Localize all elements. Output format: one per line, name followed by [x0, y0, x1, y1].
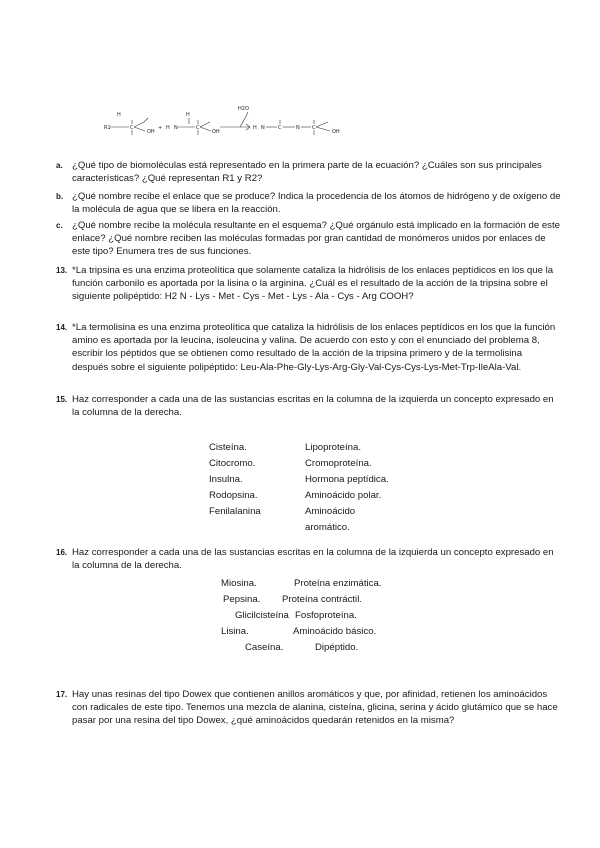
question-text: Hay unas resinas del tipo Dowex que contienen anillos aromáticos y que, por afinidad, retienen los aminoácidos con radicales de este tipo. Tenemos una mezcla de alanina, cisteína, glicina, serina y ácido glutámico que se hace pasar por una resina del tipo Dowex, ¿qué aminoácidos quedarán retenidos en la misma?: [72, 689, 558, 727]
match16-right: Proteína enzimática.: [294, 578, 382, 589]
question-text: *La termolisina es una enzima proteolítica que cataliza la hidrólisis de los enlaces peptídicos en los que la función amino es aportada por la leucina, isoleucina y valina. De acuerdo con esto y con el enunciado del problema 8, escribir los péptidos que se obtienen como resultado de la acción de la tripsina primero y de la termolisina después sobre el siguiente polipéptido: Leu-Ala-Phe-Gly-Lys-Arg-Gly-Val-Cys-Cys-Lys-Met-Trp-IleAla-Val.: [72, 322, 556, 373]
match16-row: [221, 624, 481, 640]
match15-left-item: Fenilalanina: [209, 506, 261, 517]
match16-left: Lisina.: [221, 626, 249, 637]
eq-p-h: H: [253, 125, 257, 131]
match15-right-item: Hormona peptídica.: [305, 474, 389, 485]
match16-left: Miosina.: [221, 578, 257, 589]
question-16: [56, 546, 561, 576]
eq-p-n: N: [261, 125, 265, 131]
match16-left: Caseína.: [245, 642, 284, 653]
question-marker: a.: [56, 161, 63, 170]
question-text: ¿Qué nombre recibe el enlace que se produce? Indica la procedencia de los átomos de hidrógeno y de oxígeno de la molécula de agua que se libera en la reacción.: [72, 191, 561, 216]
match15-right-item: Aminoácido: [305, 506, 356, 517]
eq-p-n2: N: [296, 125, 300, 131]
peptide-bond-equation: [100, 100, 350, 148]
question-marker: 16.: [56, 548, 68, 557]
match16-row: [221, 592, 481, 608]
match15-left-item: Insulna.: [209, 474, 243, 485]
question-marker: 17.: [56, 690, 68, 699]
question-text: Haz corresponder a cada una de las sustancias escritas en la columna de la izquierda un concepto expresado en la columna de la derecha.: [72, 547, 554, 572]
match15-left-item: Cisteína.: [209, 442, 247, 453]
question-a: [56, 159, 561, 189]
eq-h-label: H: [117, 112, 121, 118]
eq-n-label: N: [174, 125, 178, 131]
eq-p-c2: C: [312, 125, 316, 131]
question-c: [56, 219, 561, 263]
eq-p-oh: OH: [332, 129, 340, 135]
match15-left-item: Citocromo.: [209, 458, 256, 469]
eq-r1-label: R1: [104, 125, 111, 131]
match16-right: Aminoácido básico.: [293, 626, 377, 637]
question-marker: 14.: [56, 323, 68, 332]
question-marker: 15.: [56, 395, 68, 404]
eq-c2-label: C: [196, 125, 200, 131]
match16-row: [221, 640, 481, 656]
eq-h3-label: H: [186, 112, 190, 118]
question-text: ¿Qué tipo de biomoléculas está representado en la primera parte de la ecuación? ¿Cuáles son sus principales características? ¿Qué representan R1 y R2?: [72, 160, 542, 185]
match16-table: [221, 576, 481, 656]
match15-left-column: [209, 440, 261, 520]
eq-arrow-label: H2O: [238, 106, 249, 112]
question-marker: 13.: [56, 266, 68, 275]
match16-left: Glicilcisteína: [235, 610, 289, 621]
eq-p-c: C: [278, 125, 282, 131]
question-14: [56, 321, 561, 393]
match15-right-item: Cromoproteína.: [305, 458, 372, 469]
eq-plus: +: [158, 125, 163, 131]
eq-oh2-label: OH: [212, 129, 220, 135]
question-13: [56, 264, 561, 322]
match15-right-item: Aminoácido polar.: [305, 490, 382, 501]
question-15: [56, 393, 561, 423]
match16-right: Dipéptido.: [315, 642, 359, 653]
question-17: [56, 688, 561, 746]
match16-left: Pepsina.: [223, 594, 261, 605]
eq-c-label: C: [130, 125, 134, 131]
eq-oh-label: OH: [147, 129, 155, 135]
question-marker: c.: [56, 221, 63, 230]
match16-row: [221, 608, 481, 624]
match15-right-item: Lipoproteína.: [305, 442, 362, 453]
match16-row: [221, 576, 481, 592]
question-marker: b.: [56, 192, 64, 201]
question-b: [56, 190, 561, 220]
question-text: Haz corresponder a cada una de las sustancias escritas en la columna de la izquierda un concepto expresado en la columna de la derecha.: [72, 394, 554, 419]
match15-right-column: [305, 440, 389, 536]
match16-right: Fosfoproteína.: [295, 610, 357, 621]
question-text: *La tripsina es una enzima proteolítica que solamente cataliza la hidrólisis de los enlaces peptídicos en los que la función carbonilo es aportada por la lisina o la arginina. ¿Cuál es el resultado de la acción de la tripsina sobre el siguiente polipéptido: H2 N - Lys - Met - Cys - Met - Lys - Ala - Cys - Arg COOH?: [72, 265, 554, 303]
eq-h2-label: H: [166, 125, 170, 131]
match16-right: Proteína contráctil.: [282, 594, 362, 605]
match15-left-item: Rodopsina.: [209, 490, 258, 501]
match15-right-item: aromático.: [305, 522, 350, 533]
question-text: ¿Qué nombre recibe la molécula resultante en el esquema? ¿Qué orgánulo está implicado en la formación de este enlace? ¿Qué nombre reciben las moléculas formadas por gran cantidad de monómeros unidos por enlaces de este tipo? Enumera tres de sus funciones.: [72, 220, 560, 258]
